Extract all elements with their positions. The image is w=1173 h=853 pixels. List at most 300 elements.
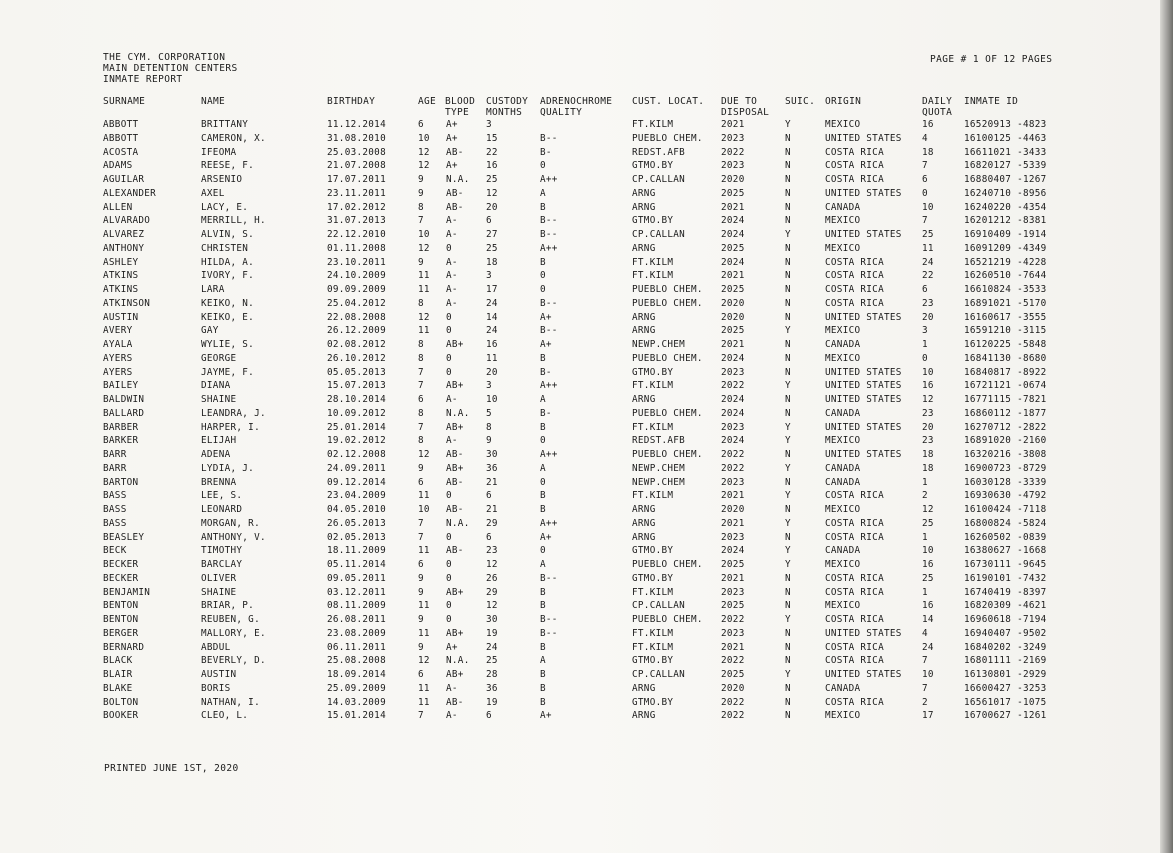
cell-given-name: ELIJAH <box>201 435 237 447</box>
cell-inmate-id: 16820127 -5339 <box>964 160 1047 172</box>
cell-inmate-id: 16030128 -3339 <box>964 476 1047 488</box>
cell-origin: UNITED STATES <box>825 394 902 405</box>
table-row <box>0 448 1160 462</box>
cell-daily-quota: 12 <box>922 504 934 515</box>
cell-due-to-disposal: 2025 <box>721 559 745 570</box>
cell-given-name: MORGAN, R. <box>201 517 260 529</box>
table-row <box>0 228 1160 242</box>
cell-given-name: HARPER, I. <box>201 421 260 433</box>
cell-due-to-disposal: 2024 <box>721 215 745 227</box>
cell-custody-location: ARNG <box>632 504 656 515</box>
cell-origin: CANADA <box>825 682 861 694</box>
cell-surname: BALLARD <box>103 407 145 419</box>
cell-daily-quota: 1 <box>922 586 928 598</box>
cell-blood-type: 0 <box>446 242 452 254</box>
cell-due-to-disposal: 2024 <box>721 256 745 268</box>
cell-age: 8 <box>418 297 424 309</box>
cell-adrenochrome-quality: A++ <box>540 449 558 460</box>
table-row <box>0 118 1160 132</box>
cell-daily-quota: 1 <box>922 476 928 488</box>
cell-birthday: 18.11.2009 <box>327 545 386 557</box>
cell-inmate-id: 16320216 -3808 <box>964 449 1047 460</box>
cell-origin: MEXICO <box>825 504 861 515</box>
cell-inmate-id: 16730111 -9645 <box>964 559 1047 570</box>
cell-blood-type: AB+ <box>446 421 464 433</box>
cell-suicide-flag: Y <box>785 517 791 529</box>
cell-due-to-disposal: 2023 <box>721 627 745 639</box>
cell-custody-months: 36 <box>486 682 498 694</box>
cell-daily-quota: 23 <box>922 435 934 447</box>
cell-given-name: KEIKO, E. <box>201 311 255 323</box>
cell-origin: CANADA <box>825 462 861 474</box>
cell-due-to-disposal: 2020 <box>721 504 745 515</box>
cell-due-to-disposal: 2020 <box>721 174 745 185</box>
cell-custody-months: 21 <box>486 504 498 515</box>
cell-custody-months: 12 <box>486 187 498 199</box>
cell-custody-location: PUEBLO CHEM. <box>632 407 703 419</box>
cell-age: 10 <box>418 229 430 240</box>
cell-adrenochrome-quality: B <box>540 586 546 598</box>
cell-blood-type: A- <box>446 394 458 405</box>
cell-custody-location: PUEBLO CHEM. <box>632 449 703 460</box>
cell-blood-type: A+ <box>446 641 458 653</box>
cell-origin: CANADA <box>825 201 861 213</box>
cell-surname: ATKINS <box>103 270 139 282</box>
cell-origin: UNITED STATES <box>825 366 902 378</box>
cell-custody-location: FT.KILM <box>632 256 674 268</box>
cell-suicide-flag: N <box>785 297 791 309</box>
cell-surname: BECK <box>103 545 127 557</box>
cell-due-to-disposal: 2021 <box>721 119 745 130</box>
cell-due-to-disposal: 2023 <box>721 421 745 433</box>
table-row <box>0 324 1160 338</box>
cell-due-to-disposal: 2023 <box>721 476 745 488</box>
cell-blood-type: 0 <box>446 572 452 584</box>
cell-age: 7 <box>418 215 424 227</box>
cell-given-name: REUBEN, G. <box>201 614 260 625</box>
col-location: CUST. LOCAT. <box>632 96 705 107</box>
cell-inmate-id: 16120225 -5848 <box>964 339 1047 350</box>
cell-blood-type: AB- <box>446 476 464 488</box>
cell-surname: BALDWIN <box>103 394 145 405</box>
cell-origin: UNITED STATES <box>825 132 902 144</box>
cell-surname: BASS <box>103 504 127 515</box>
cell-surname: BERGER <box>103 627 139 639</box>
cell-birthday: 23.11.2011 <box>327 187 386 199</box>
cell-inmate-id: 16801111 -2169 <box>964 655 1047 667</box>
cell-birthday: 09.09.2009 <box>327 284 386 295</box>
col-custody <box>486 96 528 118</box>
cell-adrenochrome-quality: B-- <box>540 325 558 337</box>
table-row <box>0 489 1160 503</box>
cell-surname: BARR <box>103 462 127 474</box>
cell-age: 9 <box>418 586 424 598</box>
cell-suicide-flag: Y <box>785 380 791 392</box>
col-quota-line1: DAILY <box>922 96 953 107</box>
cell-due-to-disposal: 2024 <box>721 435 745 447</box>
cell-custody-months: 9 <box>486 435 492 447</box>
cell-custody-location: ARNG <box>632 311 656 323</box>
cell-adrenochrome-quality: 0 <box>540 545 546 557</box>
cell-origin: COSTA RICA <box>825 517 884 529</box>
cell-custody-location: ARNG <box>632 517 656 529</box>
cell-daily-quota: 1 <box>922 339 928 350</box>
cell-origin: UNITED STATES <box>825 187 902 199</box>
cell-origin: MEXICO <box>825 215 861 227</box>
cell-blood-type: N.A. <box>446 655 470 667</box>
cell-custody-months: 3 <box>486 270 492 282</box>
cell-birthday: 26.05.2013 <box>327 517 386 529</box>
cell-inmate-id: 16100424 -7118 <box>964 504 1047 515</box>
cell-surname: AYERS <box>103 366 133 378</box>
cell-surname: ATKINSON <box>103 297 151 309</box>
cell-given-name: MALLORY, E. <box>201 627 266 639</box>
cell-birthday: 15.07.2013 <box>327 380 386 392</box>
cell-blood-type: A+ <box>446 160 458 172</box>
cell-blood-type: 0 <box>446 352 452 364</box>
cell-custody-months: 12 <box>486 600 498 612</box>
cell-suicide-flag: N <box>785 655 791 667</box>
cell-custody-months: 6 <box>486 710 492 722</box>
cell-custody-location: FT.KILM <box>632 586 674 598</box>
cell-custody-location: GTMO.BY <box>632 160 674 172</box>
cell-birthday: 26.10.2012 <box>327 352 386 364</box>
cell-birthday: 14.03.2009 <box>327 696 386 708</box>
cell-suicide-flag: N <box>785 174 791 185</box>
cell-adrenochrome-quality: A <box>540 394 546 405</box>
cell-suicide-flag: Y <box>785 325 791 337</box>
table-row <box>0 462 1160 476</box>
cell-blood-type: A- <box>446 297 458 309</box>
cell-daily-quota: 7 <box>922 160 928 172</box>
cell-origin: UNITED STATES <box>825 627 902 639</box>
cell-surname: ABBOTT <box>103 132 139 144</box>
cell-custody-location: CP.CALLAN <box>632 174 686 185</box>
table-row <box>0 476 1160 490</box>
cell-custody-months: 24 <box>486 641 498 653</box>
cell-surname: ALEXANDER <box>103 187 157 199</box>
cell-due-to-disposal: 2023 <box>721 531 745 543</box>
cell-suicide-flag: Y <box>785 490 791 502</box>
cell-given-name: CHRISTEN <box>201 242 249 254</box>
cell-due-to-disposal: 2022 <box>721 710 745 722</box>
cell-origin: CANADA <box>825 476 861 488</box>
cell-birthday: 05.11.2014 <box>327 559 386 570</box>
col-due-line1: DUE TO <box>721 96 758 107</box>
cell-custody-location: ARNG <box>632 325 656 337</box>
cell-due-to-disposal: 2025 <box>721 669 745 680</box>
cell-inmate-id: 16930630 -4792 <box>964 490 1047 502</box>
cell-age: 10 <box>418 132 430 144</box>
cell-custody-months: 17 <box>486 284 498 295</box>
cell-birthday: 15.01.2014 <box>327 710 386 722</box>
cell-daily-quota: 7 <box>922 682 928 694</box>
cell-age: 6 <box>418 476 424 488</box>
table-row <box>0 201 1160 215</box>
cell-origin: CANADA <box>825 545 861 557</box>
cell-origin: MEXICO <box>825 242 861 254</box>
cell-daily-quota: 18 <box>922 146 934 158</box>
col-custody-line2: MONTHS <box>486 107 523 118</box>
cell-origin: COSTA RICA <box>825 586 884 598</box>
cell-blood-type: N.A. <box>446 407 470 419</box>
cell-given-name: BRENNA <box>201 476 237 488</box>
table-row <box>0 146 1160 160</box>
cell-custody-location: ARNG <box>632 682 656 694</box>
table-row <box>0 366 1160 380</box>
cell-inmate-id: 16201212 -8381 <box>964 215 1047 227</box>
cell-custody-months: 16 <box>486 160 498 172</box>
cell-surname: BAILEY <box>103 380 139 392</box>
cell-surname: ALVARADO <box>103 215 151 227</box>
cell-given-name: BRITTANY <box>201 119 249 130</box>
cell-blood-type: AB+ <box>446 380 464 392</box>
cell-age: 12 <box>418 449 430 460</box>
cell-due-to-disposal: 2020 <box>721 297 745 309</box>
table-row <box>0 269 1160 283</box>
table-row <box>0 613 1160 627</box>
cell-blood-type: 0 <box>446 325 452 337</box>
cell-due-to-disposal: 2024 <box>721 352 745 364</box>
cell-suicide-flag: N <box>785 187 791 199</box>
cell-given-name: SHAINE <box>201 394 237 405</box>
cell-custody-location: PUEBLO CHEM. <box>632 297 703 309</box>
cell-given-name: ALVIN, S. <box>201 229 255 240</box>
cell-daily-quota: 4 <box>922 132 928 144</box>
cell-suicide-flag: Y <box>785 614 791 625</box>
cell-origin: COSTA RICA <box>825 284 884 295</box>
cell-suicide-flag: N <box>785 366 791 378</box>
cell-birthday: 02.05.2013 <box>327 531 386 543</box>
cell-due-to-disposal: 2020 <box>721 311 745 323</box>
cell-birthday: 17.07.2011 <box>327 174 386 185</box>
cell-inmate-id: 16721121 -0674 <box>964 380 1047 392</box>
cell-inmate-id: 16860112 -1877 <box>964 407 1047 419</box>
col-quota <box>922 96 952 118</box>
cell-inmate-id: 16260510 -7644 <box>964 270 1047 282</box>
cell-inmate-id: 16260502 -0839 <box>964 531 1047 543</box>
cell-inmate-id: 16960618 -7194 <box>964 614 1047 625</box>
cell-blood-type: A- <box>446 270 458 282</box>
cell-given-name: AXEL <box>201 187 225 199</box>
cell-given-name: CAMERON, X. <box>201 132 266 144</box>
cell-due-to-disposal: 2021 <box>721 517 745 529</box>
cell-custody-location: FT.KILM <box>632 641 674 653</box>
cell-origin: COSTA RICA <box>825 174 884 185</box>
cell-adrenochrome-quality: B- <box>540 366 552 378</box>
cell-blood-type: 0 <box>446 311 452 323</box>
cell-due-to-disposal: 2023 <box>721 160 745 172</box>
cell-given-name: DIANA <box>201 380 231 392</box>
cell-suicide-flag: N <box>785 531 791 543</box>
cell-age: 6 <box>418 669 424 680</box>
cell-adrenochrome-quality: B <box>540 256 546 268</box>
cell-origin: CANADA <box>825 407 861 419</box>
cell-due-to-disposal: 2025 <box>721 187 745 199</box>
cell-adrenochrome-quality: B <box>540 641 546 653</box>
cell-due-to-disposal: 2021 <box>721 641 745 653</box>
cell-daily-quota: 1 <box>922 531 928 543</box>
cell-age: 9 <box>418 614 424 625</box>
page-edge-shadow <box>1160 0 1173 853</box>
cell-age: 11 <box>418 325 430 337</box>
cell-origin: COSTA RICA <box>825 572 884 584</box>
cell-custody-location: ARNG <box>632 201 656 213</box>
cell-blood-type: A- <box>446 256 458 268</box>
cell-custody-months: 20 <box>486 366 498 378</box>
cell-origin: COSTA RICA <box>825 297 884 309</box>
cell-custody-location: GTMO.BY <box>632 696 674 708</box>
cell-origin: MEXICO <box>825 435 861 447</box>
cell-custody-months: 19 <box>486 696 498 708</box>
cell-adrenochrome-quality: B <box>540 421 546 433</box>
cell-custody-months: 22 <box>486 146 498 158</box>
cell-custody-location: REDST.AFB <box>632 146 686 158</box>
table-row <box>0 379 1160 393</box>
cell-birthday: 31.07.2013 <box>327 215 386 227</box>
cell-due-to-disposal: 2023 <box>721 132 745 144</box>
cell-birthday: 25.01.2014 <box>327 421 386 433</box>
cell-origin: COSTA RICA <box>825 160 884 172</box>
cell-daily-quota: 7 <box>922 655 928 667</box>
cell-daily-quota: 12 <box>922 394 934 405</box>
cell-origin: COSTA RICA <box>825 531 884 543</box>
cell-daily-quota: 3 <box>922 325 928 337</box>
cell-origin: COSTA RICA <box>825 490 884 502</box>
cell-custody-location: CP.CALLAN <box>632 229 686 240</box>
cell-birthday: 26.12.2009 <box>327 325 386 337</box>
cell-birthday: 24.10.2009 <box>327 270 386 282</box>
cell-inmate-id: 16891021 -5170 <box>964 297 1047 309</box>
cell-inmate-id: 16841130 -8680 <box>964 352 1047 364</box>
cell-blood-type: 0 <box>446 531 452 543</box>
cell-blood-type: N.A. <box>446 517 470 529</box>
cell-origin: MEXICO <box>825 600 861 612</box>
table-row <box>0 297 1160 311</box>
cell-age: 6 <box>418 559 424 570</box>
cell-suicide-flag: Y <box>785 435 791 447</box>
cell-birthday: 25.03.2008 <box>327 146 386 158</box>
cell-custody-months: 3 <box>486 119 492 130</box>
cell-age: 10 <box>418 504 430 515</box>
cell-due-to-disposal: 2022 <box>721 462 745 474</box>
cell-age: 9 <box>418 174 424 185</box>
cell-custody-months: 27 <box>486 229 498 240</box>
table-row <box>0 696 1160 710</box>
cell-surname: BECKER <box>103 559 139 570</box>
cell-origin: COSTA RICA <box>825 256 884 268</box>
cell-adrenochrome-quality: B <box>540 669 546 680</box>
cell-surname: ACOSTA <box>103 146 139 158</box>
cell-inmate-id: 16800824 -5824 <box>964 517 1047 529</box>
cell-due-to-disposal: 2025 <box>721 325 745 337</box>
cell-blood-type: AB+ <box>446 669 464 680</box>
cell-given-name: BORIS <box>201 682 231 694</box>
cell-age: 11 <box>418 682 430 694</box>
cell-due-to-disposal: 2024 <box>721 394 745 405</box>
cell-inmate-id: 16561017 -1075 <box>964 696 1047 708</box>
cell-due-to-disposal: 2024 <box>721 229 745 240</box>
cell-surname: BENJAMIN <box>103 586 151 598</box>
cell-daily-quota: 10 <box>922 669 934 680</box>
cell-daily-quota: 17 <box>922 710 934 722</box>
cell-due-to-disposal: 2020 <box>721 682 745 694</box>
report-header <box>103 52 238 85</box>
cell-adrenochrome-quality: B <box>540 352 546 364</box>
cell-surname: AYERS <box>103 352 133 364</box>
cell-age: 9 <box>418 256 424 268</box>
cell-given-name: MERRILL, H. <box>201 215 266 227</box>
table-row <box>0 311 1160 325</box>
cell-daily-quota: 25 <box>922 229 934 240</box>
cell-age: 6 <box>418 119 424 130</box>
cell-daily-quota: 20 <box>922 421 934 433</box>
cell-adrenochrome-quality: B-- <box>540 614 558 625</box>
cell-age: 12 <box>418 311 430 323</box>
cell-due-to-disposal: 2024 <box>721 407 745 419</box>
col-origin: ORIGIN <box>825 96 862 107</box>
cell-custody-location: CP.CALLAN <box>632 600 686 612</box>
cell-daily-quota: 23 <box>922 407 934 419</box>
cell-age: 11 <box>418 284 430 295</box>
cell-surname: ATKINS <box>103 284 139 295</box>
cell-suicide-flag: N <box>785 146 791 158</box>
cell-suicide-flag: N <box>785 352 791 364</box>
cell-custody-location: NEWP.CHEM <box>632 462 686 474</box>
cell-due-to-disposal: 2022 <box>721 449 745 460</box>
cell-origin: UNITED STATES <box>825 380 902 392</box>
cell-blood-type: A- <box>446 710 458 722</box>
cell-given-name: LYDIA, J. <box>201 462 255 474</box>
cell-origin: MEXICO <box>825 559 861 570</box>
cell-given-name: ANTHONY, V. <box>201 531 266 543</box>
cell-blood-type: A- <box>446 215 458 227</box>
cell-blood-type: AB- <box>446 696 464 708</box>
cell-given-name: CLEO, L. <box>201 710 249 722</box>
cell-due-to-disposal: 2022 <box>721 380 745 392</box>
cell-blood-type: 0 <box>446 366 452 378</box>
cell-given-name: AUSTIN <box>201 669 237 680</box>
cell-blood-type: AB- <box>446 146 464 158</box>
cell-given-name: GEORGE <box>201 352 237 364</box>
cell-inmate-id: 16940407 -9502 <box>964 627 1047 639</box>
cell-custody-location: PUEBLO CHEM. <box>632 559 703 570</box>
cell-daily-quota: 18 <box>922 462 934 474</box>
cell-custody-location: FT.KILM <box>632 270 674 282</box>
cell-suicide-flag: N <box>785 256 791 268</box>
cell-origin: MEXICO <box>825 119 861 130</box>
cell-age: 7 <box>418 421 424 433</box>
cell-origin: COSTA RICA <box>825 655 884 667</box>
cell-inmate-id: 16521219 -4228 <box>964 256 1047 268</box>
cell-daily-quota: 6 <box>922 174 928 185</box>
cell-adrenochrome-quality: 0 <box>540 160 546 172</box>
cell-inmate-id: 16700627 -1261 <box>964 710 1047 722</box>
cell-given-name: REESE, F. <box>201 160 255 172</box>
cell-inmate-id: 16891020 -2160 <box>964 435 1047 447</box>
cell-blood-type: AB+ <box>446 627 464 639</box>
cell-adrenochrome-quality: 0 <box>540 270 546 282</box>
print-date: PRINTED JUNE 1ST, 2020 <box>104 763 239 774</box>
cell-origin: CANADA <box>825 339 861 350</box>
table-row <box>0 558 1160 572</box>
cell-custody-months: 14 <box>486 311 498 323</box>
cell-daily-quota: 16 <box>922 119 934 130</box>
table-row <box>0 256 1160 270</box>
cell-blood-type: A+ <box>446 119 458 130</box>
cell-custody-location: GTMO.BY <box>632 366 674 378</box>
cell-age: 9 <box>418 187 424 199</box>
